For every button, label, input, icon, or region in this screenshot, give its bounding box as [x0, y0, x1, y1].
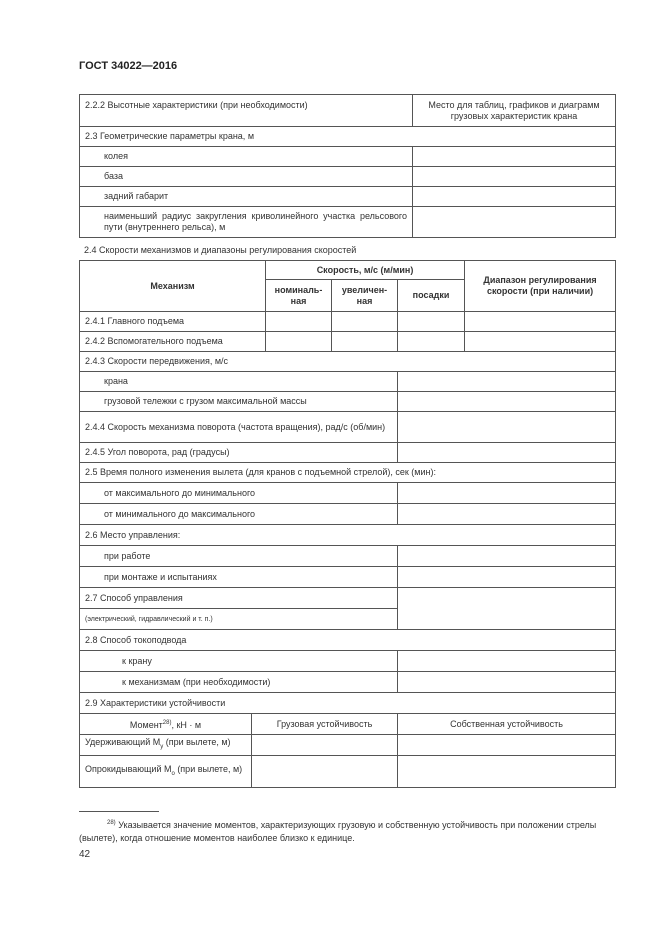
speeds-table: [79, 260, 616, 788]
cell-245-value[interactable]: [398, 443, 616, 463]
row-krana: крана: [80, 372, 398, 392]
row-2-4-4: 2.4.4 Скорость механизма поворота (частота вращения), рад/с (об/мин): [80, 412, 398, 443]
document-header: ГОСТ 34022—2016: [79, 60, 178, 72]
holding-tail: (при вылете, м): [163, 737, 231, 748]
row-holding: [80, 735, 252, 756]
header-landing: посадки: [398, 280, 465, 312]
row-2-4-5: 2.4.5 Угол поворота, рад (градусы): [80, 443, 398, 463]
holding-sub: у: [160, 743, 164, 750]
header-nominal: номиналь-ная: [266, 280, 332, 312]
footnote-text: Указывается значение моментов, характеризующих грузовую и собственную устойчивость при положении стрелы (вылете), когда отношение моментов наиболее близко к единице.: [79, 820, 597, 843]
tipping-label: Опрокидывающий М: [85, 763, 172, 774]
cell-radius-value[interactable]: [413, 207, 616, 238]
cell-tipping-own[interactable]: [398, 756, 616, 788]
cell-gabarit-value[interactable]: [413, 187, 616, 207]
cell-244-value[interactable]: [398, 412, 616, 443]
footnote: [79, 817, 614, 845]
moment-label: Момент: [129, 719, 163, 730]
row-work: при работе: [80, 546, 398, 567]
footnote-mark: 28): [107, 820, 116, 826]
header-mechanism: Механизм: [80, 261, 266, 312]
cell-2-7-value[interactable]: [398, 588, 616, 630]
row-2-5: 2.5 Время полного изменения вылета (для кранов с подъемной стрелой), сек (мин):: [80, 463, 616, 483]
row-2-6: 2.6 Место управления:: [80, 525, 616, 546]
row-mount: при монтаже и испытаниях: [80, 567, 398, 588]
cell-241-inc[interactable]: [332, 312, 398, 332]
chart-placeholder-note: Место для таблиц, графиков и диаграмм грузовых характеристик крана: [413, 95, 616, 127]
cell-kolea-value[interactable]: [413, 147, 616, 167]
row-kolea: колея: [80, 147, 413, 167]
holding-label: Удерживающий М: [85, 737, 161, 748]
row-to-crane: к крану: [80, 651, 398, 672]
row-2-4-3: 2.4.3 Скорости передвижения, м/с: [80, 352, 616, 372]
row-min-max: от минимального до максимального: [80, 504, 398, 525]
footnote-separator: [79, 811, 159, 812]
cell-242-range[interactable]: [465, 332, 616, 352]
cell-min-max-value[interactable]: [398, 504, 616, 525]
cell-242-inc[interactable]: [332, 332, 398, 352]
header-increased: увеличен-ная: [332, 280, 398, 312]
stability-own-header: Собственная устойчивость: [398, 714, 616, 735]
geometry-table: [79, 94, 616, 238]
cell-242-land[interactable]: [398, 332, 465, 352]
stability-moment-header: [80, 714, 252, 735]
row-gabarit: задний габарит: [80, 187, 413, 207]
row-2-8: 2.8 Способ токоподвода: [80, 630, 616, 651]
row-telezhka: грузовой тележки с грузом максимальной массы: [80, 392, 398, 412]
cell-mount-value[interactable]: [398, 567, 616, 588]
moment-footnote-mark: 28): [162, 719, 172, 726]
header-range: Диапазон регулирования скорости (при наличии): [465, 261, 616, 312]
cell-tipping-cargo[interactable]: [252, 756, 398, 788]
row-to-mech: к механизмам (при необходимости): [80, 672, 398, 693]
header-speed: Скорость, м/с (м/мин): [266, 261, 465, 280]
cell-work-value[interactable]: [398, 546, 616, 567]
row-baza: база: [80, 167, 413, 187]
row-2-7-note: (электрический, гидравлический и т. п.): [80, 609, 398, 630]
cell-max-min-value[interactable]: [398, 483, 616, 504]
cell-241-range[interactable]: [465, 312, 616, 332]
page-number: 42: [79, 849, 91, 860]
section-2-4-title: 2.4 Скорости механизмов и диапазоны регулирования скоростей: [84, 245, 357, 255]
tipping-tail: (при вылете, м): [174, 763, 243, 774]
cell-holding-cargo[interactable]: [252, 735, 398, 756]
row-tipping: [80, 756, 252, 788]
row-2-9: 2.9 Характеристики устойчивости: [80, 693, 616, 714]
row-2-4-2: 2.4.2 Вспомогательного подъема: [80, 332, 266, 352]
row-2-4-1: 2.4.1 Главного подъема: [80, 312, 266, 332]
moment-unit: , кН · м: [171, 719, 202, 730]
row-2-3: 2.3 Геометрические параметры крана, м: [80, 127, 616, 147]
cell-241-land[interactable]: [398, 312, 465, 332]
cell-242-nom[interactable]: [266, 332, 332, 352]
cell-krana-value[interactable]: [398, 372, 616, 392]
tipping-sub: о: [171, 770, 175, 777]
cell-holding-own[interactable]: [398, 735, 616, 756]
row-radius: наименьший радиус закругления криволинейного участка рельсового пути (внутреннего рельса), м: [80, 207, 413, 238]
cell-to-crane-value[interactable]: [398, 651, 616, 672]
cell-baza-value[interactable]: [413, 167, 616, 187]
cell-to-mech-value[interactable]: [398, 672, 616, 693]
cell-241-nom[interactable]: [266, 312, 332, 332]
row-max-min: от максимального до минимального: [80, 483, 398, 504]
row-2-7: 2.7 Способ управления: [80, 588, 398, 609]
row-2-2-2: 2.2.2 Высотные характеристики (при необходимости): [80, 95, 413, 127]
stability-cargo-header: Грузовая устойчивость: [252, 714, 398, 735]
cell-telezhka-value[interactable]: [398, 392, 616, 412]
